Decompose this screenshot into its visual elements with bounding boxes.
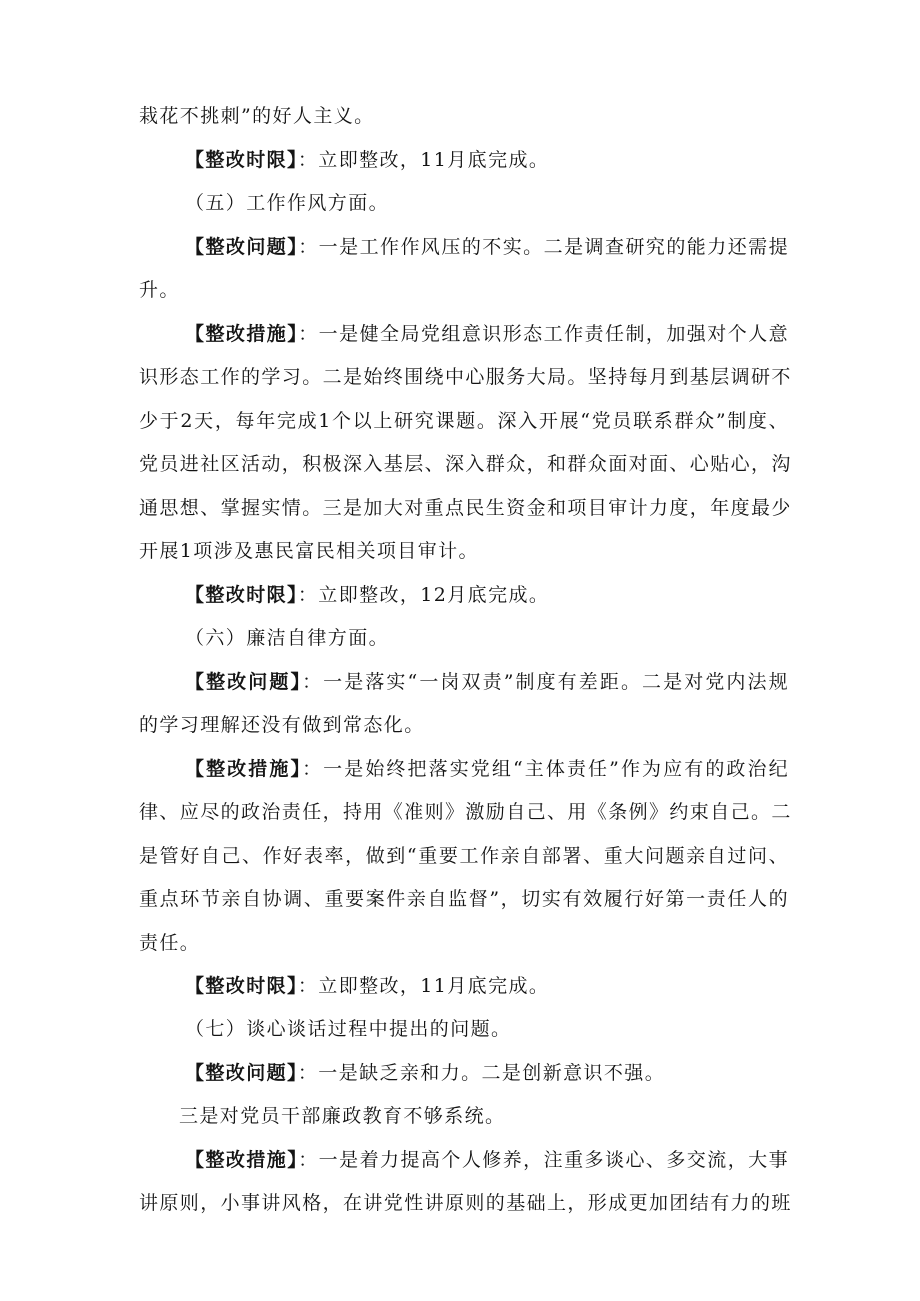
measures-label: 【整改措施】 (185, 1149, 299, 1171)
deadline-text: ：立即整改，12月底完成。 (297, 584, 550, 606)
measures-label: 【整改措施】 (185, 323, 299, 345)
problem-text: ：一是缺乏亲和力。二是创新意识不强。 (297, 1062, 666, 1084)
problem-text: ：一是落实“一岗双责”制度有差距。二是对党内法规 (302, 671, 790, 693)
measures-paragraph (185, 756, 789, 782)
problem-paragraph (185, 669, 789, 695)
body-text-line: 讲原则，小事讲风格，在讲党性讲原则的基础上，形成更加团结有力的班 (139, 1192, 792, 1214)
problem-label: 【整改问题】 (185, 236, 299, 258)
body-text-line: 党员进社区活动，积极深入基层、深入群众，和群众面对面、心贴心，沟 (139, 453, 792, 475)
body-text-line: 律、应尽的政治责任，持用《准则》激励自己、用《条例》约束自己。二 (139, 801, 792, 823)
section-heading: （六）廉洁自律方面。 (185, 627, 390, 649)
body-text-line: 少于2天，每年完成1个以上研究课题。深入开展“党员联系群众”制度、 (139, 410, 789, 432)
deadline-label: 【整改时限】 (185, 584, 298, 606)
section-heading: （七）谈心谈话过程中提出的问题。 (185, 1018, 512, 1040)
deadline-label: 【整改时限】 (185, 149, 298, 171)
problem-label: 【整改问题】 (185, 1062, 298, 1084)
body-text-line: 是管好自己、作好表率，做到“重要工作亲自部署、重大问题亲自过问、 (139, 845, 789, 867)
body-text-line: 识形态工作的学习。二是始终围绕中心服务大局。坚持每月到基层调研不 (139, 366, 792, 388)
problem-paragraph (185, 234, 789, 260)
measures-paragraph (185, 321, 789, 347)
measures-text: ：一是始终把落实党组“主体责任”作为应有的政治纪 (302, 758, 790, 780)
body-text-line: 升。 (139, 279, 180, 301)
deadline-text: ：立即整改，11月底完成。 (297, 975, 550, 997)
measures-paragraph (185, 1147, 789, 1173)
body-text-line: 责任。 (139, 932, 201, 954)
section-deadline (185, 582, 789, 608)
body-text-line: 的学习理解还没有做到常态化。 (139, 714, 425, 736)
problem-text: ：一是工作作风压的不实。二是调查研究的能力还需提 (298, 236, 789, 258)
measures-text: ：一是着力提高个人修养，注重多谈心、多交流，大事 (298, 1149, 789, 1171)
body-text-line: 栽花不挑刺”的好人主义。 (139, 105, 375, 127)
deadline-label: 【整改时限】 (185, 975, 298, 997)
body-text-line: 三是对党员干部廉政教育不够系统。 (179, 1105, 506, 1127)
section-deadline (185, 973, 789, 999)
body-text-line: 通思想、掌握实情。三是加大对重点民生资金和项目审计力度，年度最少 (139, 497, 792, 519)
problem-label: 【整改问题】 (185, 671, 303, 693)
problem-paragraph (185, 1060, 789, 1086)
deadline-text: ：立即整改，11月底完成。 (297, 149, 550, 171)
section-deadline (185, 147, 789, 173)
body-text-line: 开展1项涉及惠民富民相关项目审计。 (139, 540, 479, 562)
measures-text: ：一是健全局党组意识形态工作责任制，加强对个人意 (298, 323, 789, 345)
body-text-line: 重点环节亲自协调、重要案件亲自监督”，切实有效履行好第一责任人的 (139, 888, 789, 910)
section-heading: （五）工作作风方面。 (185, 192, 390, 214)
measures-label: 【整改措施】 (185, 758, 303, 780)
